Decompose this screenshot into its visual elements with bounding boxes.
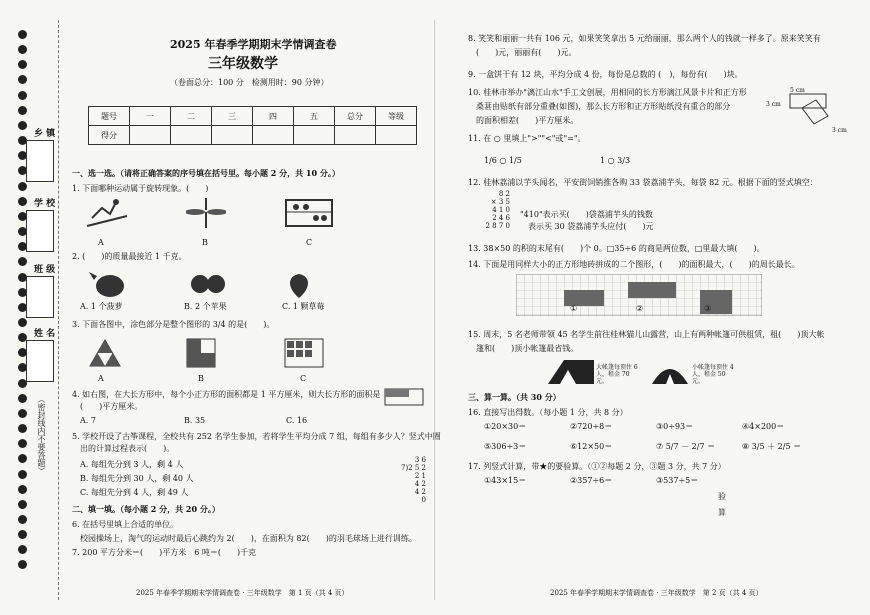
score-cell[interactable]	[253, 126, 294, 145]
question-15-cont: 篷和( )顶小帐篷最省钱。	[476, 344, 579, 353]
dim-left: 3 cm	[766, 101, 781, 108]
q11-item-2: 1 ○ 3/3	[600, 156, 631, 165]
question-10-c: 的面积相差( )平方厘米。	[476, 116, 579, 125]
small-tent-label: 小帐篷每顶住 4 人，租金 50 元。	[692, 364, 734, 385]
page-divider	[434, 20, 435, 600]
q1-option-c: C	[306, 238, 313, 247]
score-cell[interactable]	[212, 126, 253, 145]
calc-line: × 3 5	[490, 198, 510, 206]
score-header-cell: 三	[212, 107, 253, 126]
field-box-name[interactable]	[26, 340, 54, 382]
section-3-heading: 三、算一算。（共 30 分）	[468, 392, 561, 402]
question-13: 13. 38×50 的积的末尾有( )个 0。□35÷6 的商是两位数，□里最大填( )。	[468, 244, 765, 253]
field-label-name: 姓 名	[34, 329, 56, 339]
q16-item: ⑧ 3/5 ＋ 2/5 ＝	[742, 442, 802, 451]
score-header-cell: 一	[130, 107, 171, 126]
score-header-cell: 总分	[335, 107, 376, 126]
score-cell[interactable]	[376, 126, 417, 145]
field-box-class[interactable]	[26, 276, 54, 318]
q16-item: ④4×200＝	[742, 422, 785, 431]
apples-icon	[188, 264, 228, 298]
calc-note-2: 表示买 30 袋荔浦芋头应付( )元	[528, 222, 654, 231]
q1-option-a: A	[98, 238, 104, 247]
calc-line: 8 2	[498, 190, 510, 198]
question-5: 5. 学校开设了古筝课程，全校共有 252 名学生参加，若将学生平均分成 7 组，每组有多少人？竖式中圈	[72, 432, 441, 441]
subject-title: 三年级数学	[208, 56, 278, 72]
grid-label-3: ③	[704, 304, 712, 313]
q16-item: ①20×30＝	[484, 422, 527, 431]
score-header-cell: 等级	[376, 107, 417, 126]
q1-option-b: B	[202, 238, 208, 247]
big-tent-label: 大帐篷每顶住 6 人，租金 70 元。	[596, 364, 638, 385]
q3-option-a: A	[98, 374, 104, 383]
score-row-label: 得分	[89, 126, 130, 145]
q16-item: ⑦ 5/7 － 2/7 ＝	[656, 442, 716, 451]
division-line: 4 2	[414, 480, 426, 488]
strawberry-icon	[284, 264, 314, 300]
calc-note-1: "410"表示买( )袋荔浦芋头的钱数	[520, 210, 653, 219]
q16-item: ⑥12×50＝	[570, 442, 613, 451]
q11-item-1: 1/6 ○ 1/5	[484, 156, 522, 165]
skier-icon	[82, 196, 132, 232]
score-cell[interactable]	[171, 126, 212, 145]
score-header-cell: 题号	[89, 107, 130, 126]
question-16: 16. 直接写出得数。（每小题 1 分，共 8 分）	[468, 408, 628, 417]
q17-item: ①43×15＝	[484, 476, 527, 485]
binding-sidebar	[6, 0, 66, 615]
grid-label-2: ②	[636, 304, 644, 313]
division-line: 3 6	[414, 456, 426, 464]
question-8: 8. 笑笑和丽丽一共有 106 元，如果笑笑拿出 5 元给丽丽，那么两个人的钱就一样多了。原来笑笑有	[468, 34, 821, 43]
question-3: 3. 下面各图中，涂色部分是整个图形的 3/4 的是( )。	[72, 320, 275, 329]
overlap-figure	[784, 90, 844, 130]
ceiling-fan-icon	[186, 196, 226, 232]
page-footer-1: 2025 年春季学期期末学情调查卷 · 三年级数学 第 1 页（共 4 页）	[136, 589, 349, 597]
long-division	[396, 456, 426, 504]
question-11: 11. 在 ○ 里填上">""<"或"="。	[468, 134, 586, 143]
q4-option-a: A. 7	[80, 416, 96, 425]
q5-option-a: A. 每组先分到 3 人，剩 4 人	[80, 460, 184, 469]
score-header-cell: 四	[253, 107, 294, 126]
calc-line: 2 8 7 0	[485, 222, 510, 230]
q4-option-c: C. 16	[286, 416, 308, 425]
score-cell[interactable]	[335, 126, 376, 145]
division-line: 7)2 5 2	[401, 464, 426, 472]
triangle-figure	[88, 338, 122, 368]
field-box-town[interactable]	[26, 140, 54, 182]
division-line: 2 1	[414, 472, 426, 480]
division-line: 4 2	[414, 488, 426, 496]
seal-line	[58, 20, 59, 600]
abacus-icon	[284, 198, 334, 228]
q16-item: ②720÷8＝	[570, 422, 613, 431]
calc-line: 2 4 6	[492, 214, 510, 222]
score-header-cell: 五	[294, 107, 335, 126]
field-label-town: 乡 镇	[34, 129, 56, 139]
page-footer-2: 2025 年春季学期期末学情调查卷 · 三年级数学 第 2 页（共 4 页）	[550, 589, 763, 597]
question-1: 1. 下面哪种运动属于旋转现象。( )	[72, 184, 209, 193]
question-2: 2. ( )的质量最接近 1 千克。	[72, 252, 187, 261]
rectangle-grid-figure	[384, 388, 424, 406]
q2-option-a: A. 1 个菠萝	[80, 302, 123, 311]
division-line: 0	[421, 496, 426, 504]
grid-label-1: ①	[570, 304, 578, 313]
question-14: 14. 下面是用同样大小的正方形地砖拼成的二个图形，( )的面积最大，( )的周长最长。	[468, 260, 800, 269]
check-label: 验	[718, 492, 726, 501]
square-figure	[186, 338, 216, 368]
q3-option-c: C	[300, 374, 307, 383]
q16-item: ③0÷93＝	[656, 422, 694, 431]
field-label-school: 学 校	[34, 199, 56, 209]
q17-item: ③537÷5＝	[656, 476, 699, 485]
q16-item: ⑤306÷3＝	[484, 442, 527, 451]
question-9: 9. 一盒饼干有 12 块，平均分成 4 份，每份是总数的 ( )，每份有( )块。	[468, 70, 743, 79]
question-8-cont: ( )元，丽丽有( )元。	[476, 48, 577, 57]
question-4-blank: ( )平方厘米。	[80, 402, 143, 411]
score-table	[88, 106, 417, 145]
q4-option-b: B. 35	[184, 416, 206, 425]
small-tent-icon	[650, 358, 690, 386]
q2-option-b: B. 2 个苹果	[184, 302, 227, 311]
section-2-heading: 二、填一填。（每小题 2 分，共 20 分。）	[72, 504, 220, 514]
vertical-multiplication	[476, 190, 510, 230]
question-6-text: 校园操场上，淘气的运动时最后心跳约为 2( )，在面积为 82( )的羽毛球场上进行训练。	[80, 534, 417, 543]
field-label-class: 班 级	[34, 265, 56, 275]
score-cell[interactable]	[130, 126, 171, 145]
dim-right: 3 cm	[832, 127, 847, 134]
score-header-cell: 二	[171, 107, 212, 126]
exam-info: （卷面总分：100 分 检测用时：90 分钟）	[170, 78, 329, 87]
seal-note: （密封线内不要答题）	[37, 395, 46, 475]
question-12: 12. 桂林荔浦以芋头闻名，平安街饲销推各购 33 袋荔浦芋头，每袋 82 元。根据下面的竖式填空：	[468, 178, 818, 187]
question-5-cont: 出的计算过程表示( )。	[80, 444, 175, 453]
grid-figure	[284, 338, 324, 368]
question-4: 4. 如右图，在大长方形中，每个小正方形的面积都是 1 平方厘米，则大长方形的面积是	[72, 390, 381, 399]
dim-top: 5 cm	[790, 87, 805, 94]
q5-option-c: C. 每组先分到 4 人，剩 49 人	[80, 488, 189, 497]
question-6: 6. 在括号里填上合适的单位。	[72, 520, 179, 529]
calc-label: 算	[718, 508, 726, 517]
q3-option-b: B	[198, 374, 204, 383]
question-17: 17. 列竖式计算，带★的要验算。（①②每题 2 分，③题 3 分，共 7 分）	[468, 462, 726, 471]
calc-line: 4 1 0	[492, 206, 510, 214]
question-10-b: 桑葚由贴纸有部分重叠(如图)，那么长方形和正方形贴纸没有重合的部分	[476, 102, 731, 111]
pineapple-icon	[88, 266, 128, 300]
field-box-school[interactable]	[26, 210, 54, 252]
q5-option-b: B. 每组先分到 30 人，剩 40 人	[80, 474, 194, 483]
q17-item: ②357÷6＝	[570, 476, 613, 485]
score-cell[interactable]	[294, 126, 335, 145]
big-tent-icon	[546, 358, 596, 386]
question-10: 10. 桂林市举办"漓江山水"手工文创展，用相同的长方形漓江风景卡片和正方形	[468, 88, 747, 97]
exam-title: 2025 年春季学期期末学情调查卷	[170, 38, 337, 51]
section-1-heading: 一、选一选。（请将正确答案的序号填在括号里。每小题 2 分，共 10 分。）	[72, 168, 340, 178]
question-15: 15. 周末，5 名老师带领 45 名学生前往桂林猫儿山露营，山上有两种帐篷可供租赁，租( )顶大帐	[468, 330, 825, 339]
q2-option-c: C. 1 颗草莓	[282, 302, 325, 311]
question-7: 7. 200 平方分米＝( )平方米 6 吨＝( )千克	[72, 548, 257, 557]
